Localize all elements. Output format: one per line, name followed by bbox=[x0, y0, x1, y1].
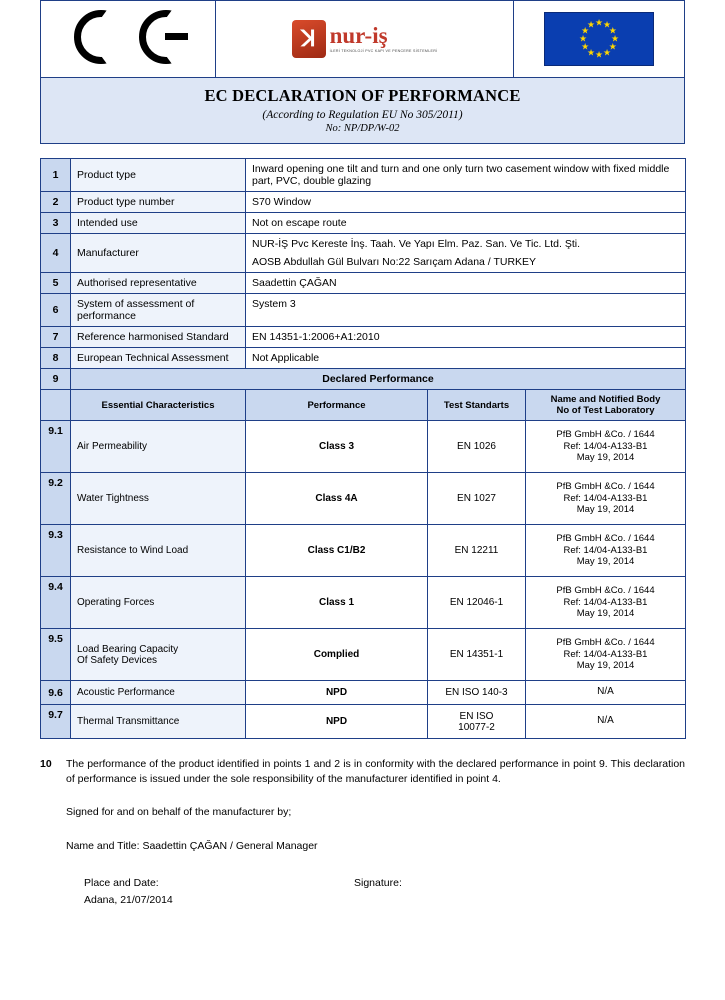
row-number: 7 bbox=[41, 327, 71, 348]
row-number: 9.3 bbox=[41, 525, 71, 577]
test-standard: EN 12211 bbox=[428, 525, 526, 577]
row-value: Inward opening one tilt and turn and one only turn two casement window with fixed middle part, PVC, double glazing bbox=[246, 159, 686, 192]
lab-name: PfB GmbH &Co. / 1644 bbox=[556, 636, 655, 648]
table-row bbox=[41, 159, 686, 192]
table-row bbox=[41, 681, 686, 705]
title-regulation: (According to Regulation EU No 305/2011) bbox=[262, 109, 463, 121]
place-and-date-value: Adana, 21/07/2014 bbox=[84, 894, 173, 907]
performance-value: NPD bbox=[246, 681, 428, 705]
eu-star-icon: ★ bbox=[594, 49, 604, 60]
table-row bbox=[41, 294, 686, 327]
nuris-tagline: İLERİ TEKNOLOJİ PVC KAPI VE PENCERE SİSTEMLERİ bbox=[329, 49, 438, 54]
table-row bbox=[41, 525, 686, 577]
row-number: 9.2 bbox=[41, 473, 71, 525]
place-and-date-block bbox=[84, 876, 354, 908]
test-laboratory bbox=[526, 421, 686, 473]
lab-name: PfB GmbH &Co. / 1644 bbox=[556, 584, 655, 596]
lab-ref: Ref: 14/04-A133-B1 bbox=[563, 440, 648, 452]
lab-name: PfB GmbH &Co. / 1644 bbox=[556, 480, 655, 492]
characteristic-line2: Of Safety Devices bbox=[77, 654, 158, 666]
test-standard: EN 12046-1 bbox=[428, 577, 526, 629]
column-header-performance: Performance bbox=[246, 390, 428, 421]
test-standard-line1: EN ISO bbox=[459, 710, 494, 722]
eu-star-icon: ★ bbox=[610, 33, 620, 44]
eu-star-icon: ★ bbox=[578, 33, 588, 44]
column-header-test-standards: Test Standarts bbox=[428, 390, 526, 421]
nuris-logo-icon bbox=[292, 20, 438, 58]
row-label: Product type number bbox=[71, 192, 246, 213]
column-header-lab-line2: No of Test Laboratory bbox=[556, 405, 655, 416]
eu-star-icon: ★ bbox=[581, 41, 590, 52]
eu-star-icon: ★ bbox=[586, 19, 596, 30]
table-row bbox=[41, 473, 686, 525]
row-value: Not on escape route bbox=[246, 213, 686, 234]
lab-date: May 19, 2014 bbox=[576, 504, 635, 516]
test-laboratory bbox=[526, 525, 686, 577]
row-value bbox=[246, 234, 686, 273]
performance-value: NPD bbox=[246, 705, 428, 739]
ce-letter-c-icon bbox=[74, 10, 118, 64]
column-header-blank bbox=[41, 390, 71, 421]
eu-flag-cell bbox=[514, 1, 684, 77]
row-number: 8 bbox=[41, 348, 71, 369]
test-laboratory bbox=[526, 473, 686, 525]
performance-value: Class 1 bbox=[246, 577, 428, 629]
row-number: 9.4 bbox=[41, 577, 71, 629]
manufacturer-logo-cell bbox=[216, 1, 514, 77]
row-number: 9.6 bbox=[41, 681, 71, 705]
eu-flag-icon bbox=[544, 12, 654, 66]
manufacturer-address: AOSB Abdullah Gül Bulvarı No:22 Sarıçam Adana / TURKEY bbox=[252, 256, 537, 268]
performance-value: Class C1/B2 bbox=[246, 525, 428, 577]
row-number: 1 bbox=[41, 159, 71, 192]
document-title-block bbox=[40, 78, 685, 144]
declared-performance-header-row bbox=[41, 369, 686, 390]
lab-name: PfB GmbH &Co. / 1644 bbox=[556, 532, 655, 544]
footer-statement: The performance of the product identified in points 1 and 2 is in conformity with the declared performance in point 9. This declaration of performance is issued under the sole responsibility of the manufacturer identified in point 4. bbox=[66, 758, 685, 786]
performance-value: Complied bbox=[246, 629, 428, 681]
lab-ref: Ref: 14/04-A133-B1 bbox=[563, 544, 648, 556]
ce-marking-icon bbox=[74, 10, 183, 64]
footer-statement-row bbox=[40, 757, 685, 787]
lab-date: May 19, 2014 bbox=[576, 608, 635, 620]
row-label: European Technical Assessment bbox=[71, 348, 246, 369]
name-and-title-text: Name and Title: Saadettin ÇAĞAN / General Manager bbox=[66, 839, 318, 852]
eu-star-icon: ★ bbox=[602, 19, 612, 30]
row-value: S70 Window bbox=[246, 192, 686, 213]
row-number: 4 bbox=[41, 234, 71, 273]
row-value: Not Applicable bbox=[246, 348, 686, 369]
row-value: Saadettin ÇAĞAN bbox=[246, 273, 686, 294]
lab-date: May 19, 2014 bbox=[576, 556, 635, 568]
eu-star-icon: ★ bbox=[581, 25, 590, 36]
test-standard: EN 1026 bbox=[428, 421, 526, 473]
row-number: 9 bbox=[41, 369, 71, 390]
lab-ref: Ref: 14/04-A133-B1 bbox=[563, 596, 648, 608]
place-and-date-label: Place and Date: bbox=[84, 876, 159, 889]
table-row bbox=[41, 273, 686, 294]
lab-date: May 19, 2014 bbox=[576, 660, 635, 672]
row-label: Authorised representative bbox=[71, 273, 246, 294]
lab-ref: Ref: 14/04-A133-B1 bbox=[563, 648, 648, 660]
performance-value: Class 4A bbox=[246, 473, 428, 525]
test-laboratory bbox=[526, 629, 686, 681]
row-label: Reference harmonised Standard bbox=[71, 327, 246, 348]
characteristic: Operating Forces bbox=[71, 577, 246, 629]
test-standard: EN ISO 140-3 bbox=[428, 681, 526, 705]
signed-for-text: Signed for and on behalf of the manufacturer by; bbox=[66, 806, 292, 819]
footer-section bbox=[40, 757, 685, 908]
characteristic: Resistance to Wind Load bbox=[71, 525, 246, 577]
table-row bbox=[41, 213, 686, 234]
table-row bbox=[41, 705, 686, 739]
eu-star-icon: ★ bbox=[586, 47, 596, 58]
eu-star-icon: ★ bbox=[608, 41, 617, 52]
place-and-signature-row bbox=[84, 876, 685, 908]
test-standard: EN 1027 bbox=[428, 473, 526, 525]
characteristic: Thermal Transmittance bbox=[71, 705, 246, 739]
nuris-badge-icon: ꓘ bbox=[292, 20, 326, 58]
row-label: Manufacturer bbox=[71, 234, 246, 273]
row-number: 9.7 bbox=[41, 705, 71, 739]
column-header-lab bbox=[526, 390, 686, 421]
row-number: 3 bbox=[41, 213, 71, 234]
characteristic: Acoustic Performance bbox=[71, 681, 246, 705]
lab-ref: Ref: 14/04-A133-B1 bbox=[563, 492, 648, 504]
column-header-row bbox=[41, 390, 686, 421]
logo-row bbox=[40, 0, 685, 78]
row-number: 9.5 bbox=[41, 629, 71, 681]
characteristic: Air Permeability bbox=[71, 421, 246, 473]
row-number: 5 bbox=[41, 273, 71, 294]
row-label: System of assessment of performance bbox=[71, 294, 246, 327]
table-row bbox=[41, 629, 686, 681]
eu-star-icon: ★ bbox=[602, 47, 612, 58]
table-row bbox=[41, 421, 686, 473]
characteristic: Water Tightness bbox=[71, 473, 246, 525]
eu-star-icon: ★ bbox=[608, 25, 617, 36]
ce-letter-e-icon bbox=[139, 10, 183, 64]
row-value: EN 14351-1:2006+A1:2010 bbox=[246, 327, 686, 348]
characteristic-line1: Load Bearing Capacity bbox=[77, 643, 179, 655]
test-standard: EN 14351-1 bbox=[428, 629, 526, 681]
characteristic bbox=[71, 629, 246, 681]
test-laboratory bbox=[526, 577, 686, 629]
row-label: Product type bbox=[71, 159, 246, 192]
row-number: 9.1 bbox=[41, 421, 71, 473]
lab-date: May 19, 2014 bbox=[576, 452, 635, 464]
eu-star-icon: ★ bbox=[594, 17, 604, 28]
performance-value: Class 3 bbox=[246, 421, 428, 473]
table-row bbox=[41, 234, 686, 273]
nuris-brand-name: nur-iş bbox=[329, 23, 388, 49]
row-label: Intended use bbox=[71, 213, 246, 234]
table-row bbox=[41, 577, 686, 629]
page-title: EC DECLARATION OF PERFORMANCE bbox=[204, 86, 521, 105]
table-row bbox=[41, 327, 686, 348]
test-standard-line2: 10077-2 bbox=[458, 721, 495, 733]
row-number: 6 bbox=[41, 294, 71, 327]
ce-mark-cell bbox=[41, 1, 216, 77]
test-standard bbox=[428, 705, 526, 739]
manufacturer-name: NUR-İŞ Pvc Kereste İnş. Taah. Ve Yapı Elm. Paz. San. Ve Tic. Ltd. Şti. bbox=[252, 238, 580, 250]
declaration-table bbox=[40, 158, 686, 739]
column-header-lab-line1: Name and Notified Body bbox=[550, 394, 661, 405]
column-header-characteristics: Essential Characteristics bbox=[71, 390, 246, 421]
test-laboratory: N/A bbox=[526, 681, 686, 705]
declared-performance-heading: Declared Performance bbox=[71, 369, 686, 390]
signature-label: Signature: bbox=[354, 876, 402, 889]
title-document-number: No: NP/DP/W-02 bbox=[325, 123, 400, 134]
nuris-wordmark bbox=[330, 24, 438, 54]
lab-name: PfB GmbH &Co. / 1644 bbox=[556, 428, 655, 440]
test-laboratory: N/A bbox=[526, 705, 686, 739]
table-row bbox=[41, 348, 686, 369]
table-row bbox=[41, 192, 686, 213]
row-value: System 3 bbox=[246, 294, 686, 327]
footer-item-number: 10 bbox=[40, 758, 52, 770]
row-number: 2 bbox=[41, 192, 71, 213]
